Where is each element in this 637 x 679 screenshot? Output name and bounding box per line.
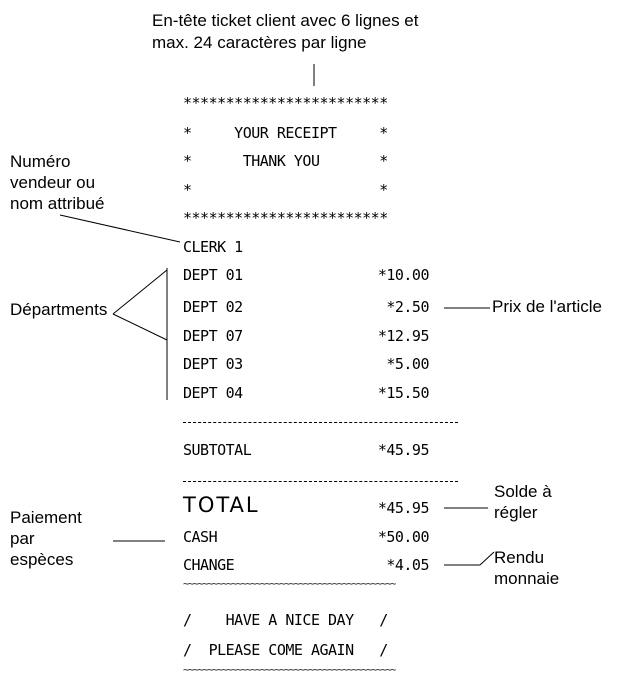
departments-leader-top <box>113 270 167 314</box>
receipt-item-price: *12.95 <box>377 327 429 345</box>
receipt-item-label: DEPT 02 <box>183 298 243 316</box>
receipt-item-price: *2.50 <box>386 298 429 316</box>
departments-annotation: Départments <box>10 300 108 319</box>
receipt-item-label: DEPT 01 <box>183 266 243 284</box>
receipt-wave-separator: ~~~~~~~~~~~~~~~~~~~~~~~~~~~~~~~~~~~~~~~~~~~~ <box>183 579 396 590</box>
receipt-header-line: * * <box>183 181 388 199</box>
clerk-annotation-line2: vendeur ou <box>10 173 96 192</box>
receipt-item-label: DEPT 07 <box>183 327 243 345</box>
receipt-wave-separator: ~~~~~~~~~~~~~~~~~~~~~~~~~~~~~~~~~~~~~~~~~~~~ <box>183 665 396 676</box>
receipt-item-label: DEPT 03 <box>183 355 243 373</box>
receipt-total-value: *45.95 <box>377 499 429 517</box>
receipt-footer-line: / PLEASE COME AGAIN / <box>183 641 388 659</box>
change-annotation-line1: Rendu <box>494 548 545 567</box>
departments-leader-bottom <box>113 314 167 340</box>
receipt-header-line: ************************ <box>183 94 388 112</box>
header-annotation-line1: En-tête ticket client avec 6 lignes et <box>152 11 419 30</box>
clerk-annotation-line3: nom attribué <box>10 194 105 213</box>
change-leader-line-b <box>480 552 494 565</box>
receipt-footer-line: / HAVE A NICE DAY / <box>183 611 388 629</box>
item-price-annotation: Prix de l'article <box>492 297 603 316</box>
receipt-separator <box>183 481 458 482</box>
clerk-leader-line <box>60 215 180 242</box>
receipt-item-price: *10.00 <box>377 266 429 284</box>
receipt-cash-value: *50.00 <box>377 528 429 546</box>
receipt-header-line: ************************ <box>183 209 388 227</box>
receipt-header-line: * YOUR RECEIPT * <box>183 124 388 142</box>
receipt-cash-label: CASH <box>183 528 218 546</box>
receipt-item-label: DEPT 04 <box>183 384 243 402</box>
receipt-change-label: CHANGE <box>183 556 235 574</box>
cash-annotation-line2: par <box>10 529 35 548</box>
receipt-separator <box>183 422 458 423</box>
balance-annotation-line1: Solde à <box>494 482 552 501</box>
change-annotation-line2: monnaie <box>494 569 560 588</box>
receipt-item-price: *5.00 <box>386 355 429 373</box>
receipt-total-label: TOTAL <box>183 493 260 517</box>
cash-annotation-line1: Paiement <box>10 508 82 527</box>
receipt-subtotal-value: *45.95 <box>377 441 429 459</box>
clerk-annotation-line1: Numéro <box>10 152 71 171</box>
receipt-item-price: *15.50 <box>377 384 429 402</box>
balance-annotation-line2: régler <box>494 503 538 522</box>
cash-annotation-line3: espèces <box>10 550 74 569</box>
header-annotation-line2: max. 24 caractères par ligne <box>152 33 367 52</box>
receipt-header-line: * THANK YOU * <box>183 152 388 170</box>
receipt-change-value: *4.05 <box>386 556 429 574</box>
receipt-subtotal-label: SUBTOTAL <box>183 441 252 459</box>
receipt-clerk: CLERK 1 <box>183 238 243 256</box>
